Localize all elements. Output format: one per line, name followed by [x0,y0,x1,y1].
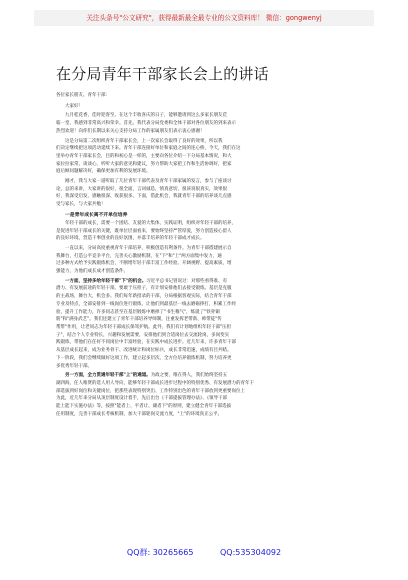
footer-qq-number: QQ:535304092 [220,548,282,557]
paragraph-line: 论，总的来讲，大家讲的很好，很全面，言词诚恳，情真意切，很该说很真实，效果很 [56,186,227,192]
paragraph [56,372,354,418]
paragraph-line: 下一阶段，我们会继续做好这项工作，建立起多层次、全方位培养锻炼机制，努力培养更 [56,355,232,361]
salutation: 大家好！ [65,103,83,109]
paragraph-line: 帮带"作用，让老同志为年轻干部成长保驾护航。此外，我们有计划地组织年轻干部"压担 [56,324,232,330]
paragraph [56,138,354,177]
paragraph-line: 的良好环境，营造干事创业的良好氛围，并落丰培养的年轻干部成才成长。 [56,236,205,242]
paragraph-text: 习近平总书记曾说过：对那些看得准、有 [146,278,228,284]
document-body [56,64,354,420]
paragraph-line: 能上能下实施办法》等，按照"能者上、平者让、庸者下"的原则，建立健全青年干部选拔 [56,404,232,410]
paragraph-line: 刚才，我与大家一道听取了几位青年干部代表及青年干部家属的发言，参与了座谈讨 [65,179,232,185]
paragraph-line: 任用制度，完善干部成长考核机制，加大干部轮岗交流力度，"上"的环境真正公平。 [56,411,223,417]
paragraph-lead: 另一方面，全力贯通年轻干部"上"的通道。 [65,373,151,379]
paragraph-line: 过多种方式给予实践锻炼机会，不断增年轻干部丰富工作经验、开阔视野、提高素质，增 [56,261,232,267]
paragraph-line: 践锻炼，带他们在任好不同岗位中丰富经验，在实践中成长进步。近几年来，许多青年干部 [56,340,236,346]
paragraph-line: 部选拔到好岗位和关键岗位，把那些表现特别突出、工作特别出色的青年干部放到更重要岗位上 [56,388,245,394]
promo-banner: 关注头条号"公文研究"，获得最新最全最专业的公文资料库！ 微信：gongwenyj [34,10,374,26]
paragraph-line: 一直以来，分局高度重视青年干部培养，积极创造有利条件。为青年干部搭建展示自 [65,245,232,251]
paragraph-line: 专业及特点，全部安排到一线岗位进行锻炼，让他们到最基层一线去磨砺摔打，积累工作经 [56,301,236,307]
paragraph-line: 我舞台，打造公平竞争平台，完善关心激励机制，在"下"和"上"两方面集中发力，通 [56,253,222,259]
paragraph [56,220,354,243]
paragraph-line: 从基层成长起来，成为业务骨干、改进统计和岗位标兵，成长非常迅速，成绩有目共睹。 [56,348,232,354]
paragraph-line: 年轻干部的成长，需要一个团结、友爱的大集体，实践证明，组织对年轻干部的培养， [65,220,236,226]
paragraph-line [56,278,354,286]
section-heading: 一是青年成长离不开单位培养 [65,212,128,218]
footer-qq-group: QQ群: 30265665 [126,548,194,557]
greeting: 各位家长朋友、青年干部： [56,93,110,98]
paragraph-line: 家拉拉家常、谈谈心，听听大家的意见和建议，努力帮助大家把工作和生活协调好，把家 [56,161,232,167]
footer [0,547,408,559]
paragraph [56,278,354,370]
paragraph-line: 多优秀年轻干部。 [56,363,92,369]
paragraph [56,245,354,276]
paragraph-line: 强能力，为他们成长成才创造条件。 [56,269,128,275]
paragraph-line: 的主战场，舞台大，机会多。我们每年新招录的干部，分局根据客观实际，结合青年干部 [56,294,232,300]
paragraph-line: 潜力、有发展前途的年轻干部，要敢于压担子，有计划安排他们去接受锻炼。基层是克服 [56,286,232,292]
paragraph-line: 湖四海，任人唯贤的选人用人导向，能够年轻干部成长进步过程中的特别优秀、有发展潜力的青年干 [56,380,254,386]
paragraph-line: 九月桂花香，佳时迎客至。在这个丰收喜庆的日子，能够邀请到这么多家长朋友莅 [65,113,227,119]
paragraph-line: 子"，结合个人专业特长，兴趣和发展需要，安排他们到合适岗位去交流轮岗，多岗变实 [56,332,230,338]
paragraph-line: 里举办青年干部家长会，目的和初心是一样的，主要向各位介绍一下分局基本情况，和大 [56,153,232,159]
paragraph-line: 热烈欢迎！向你们长期以来关心支持分局工作的家属朋友们表示衷心感谢！ [56,128,205,134]
paragraph-line: 们决定继续把这项活动延续下来。青年干部连接好单位和家庭之间的连心桥，今天，我们在这 [56,146,241,152]
paragraph-line: 验，提升工作能力，许多同志甚至在基层锻炼中磨掉了"书生稚气"，练就了"铁骨铜 [56,309,220,315]
paragraph-line: 庭后顾问题解决好，确保更加有利的发展环境。 [56,169,151,175]
paragraph-line: 临一堂，我感到非常高兴和荣幸。首先，我代表分局党委和全体干部对各位朋友的到来表示 [56,121,236,127]
paragraph [56,178,354,209]
document-title: 在分局青年干部家长会上的讲话 [56,65,269,83]
paragraph [56,112,354,135]
speech-sections [56,112,354,418]
paragraph-lead: 一方面，坚持多给年轻干部"下"的机会。 [65,278,147,284]
paragraph-line: 这是分局第二次组织青年干部家长会，上一次家长会取得了良好的效果，所以我 [65,138,223,144]
paragraph-text: 为政之要，唯在得人，我们始终坚持五 [150,373,228,379]
paragraph-line: 筋"和"满身武艺"。我们还建立了青年干部培养导师制，注重发挥老带新、师带徒"传 [56,317,222,323]
paragraph-line [56,372,354,380]
paragraph-line: 受与家长，与大家共勉！ [56,202,106,208]
paragraph-line: 是促进年轻干部成长的关键，既单位层面看来，要始终坚持严管厚爱，努力创造按心留人 [56,228,232,234]
paragraph-line: 为此，近几年来分局从顶层制度设计着手，先后出台《干部提拔管理办法》、《领导干部 [56,396,227,402]
paragraph-line: 好，我深受启发，感触很深、收获很多。下面，借此机会，我就青年干部的培养谈几点感 [56,194,232,200]
